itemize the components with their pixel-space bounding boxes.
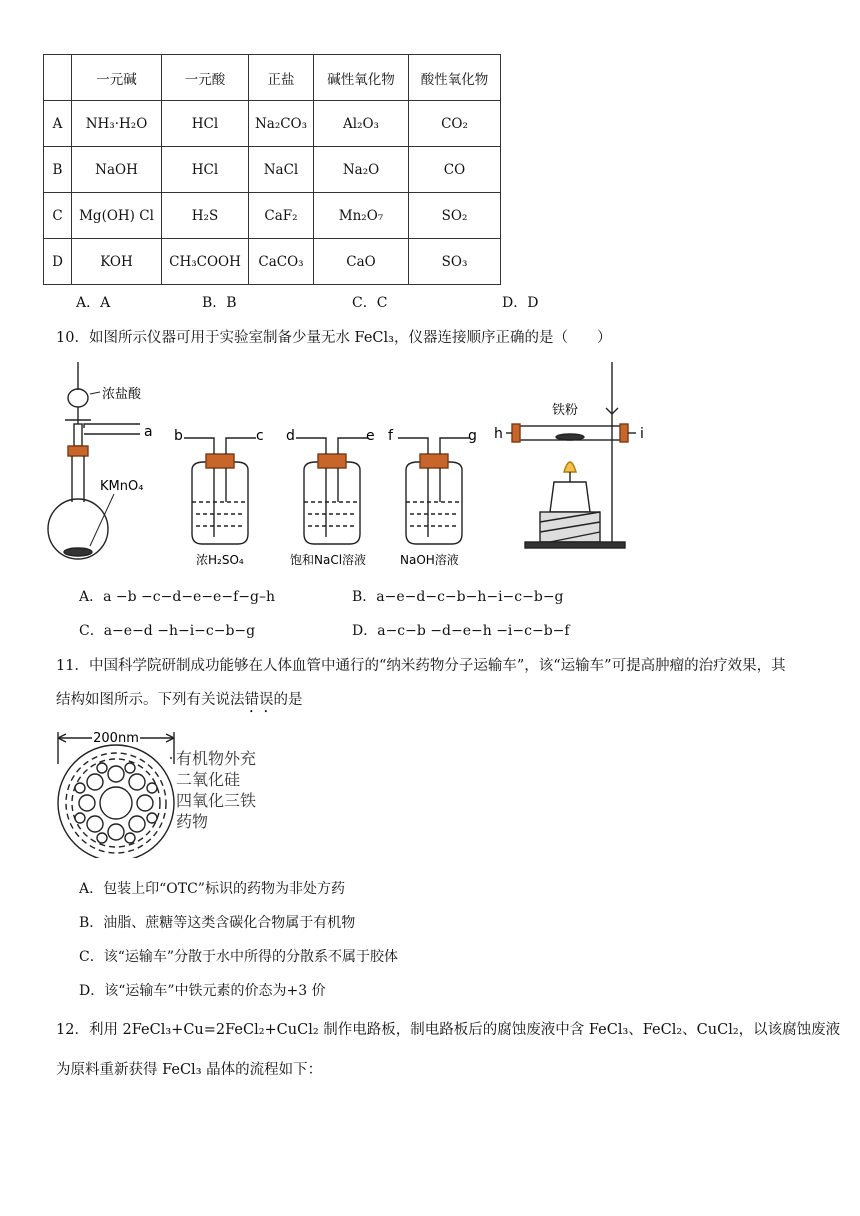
q10-stem: 10．如图所示仪器可用于实验室制备少量无水 FeCl₃，仪器连接顺序正确的是（ ）: [56, 330, 612, 346]
table-cell: SO₃: [409, 239, 501, 285]
port-h: h: [494, 426, 503, 442]
wash-bottle-1: [184, 438, 256, 544]
table-cell: HCl: [162, 147, 249, 193]
q9-option-b[interactable]: B．B: [202, 295, 237, 311]
bottle1-label: 浓H₂SO₄: [196, 553, 244, 567]
table-row: [44, 193, 501, 239]
q12-stem-line1: 12．利用 2FeCl₃+Cu=2FeCl₂+CuCl₂ 制作电路板，制电路板后的腐蚀废液中含 FeCl₃、FeCl₂、CuCl₂，以该腐蚀废液: [56, 1022, 841, 1038]
table-header-cell: 一元碱: [72, 55, 162, 101]
layer-label-silica: 二氧化硅: [176, 770, 241, 789]
table-header-cell: 正盐: [249, 55, 314, 101]
port-i: i: [640, 426, 644, 442]
reaction-tube-setup: [506, 362, 636, 548]
table-row: [44, 239, 501, 285]
nanoparticle-figure: [52, 724, 292, 858]
acid-label: 浓盐酸: [102, 387, 142, 402]
wash-bottle-3: [398, 438, 470, 544]
row-label: C: [44, 193, 72, 239]
q11-emphasis: 错误: [244, 692, 274, 708]
table-cell: NaCl: [249, 147, 314, 193]
q11-option-b[interactable]: B．油脂、蔗糖等这类含碳化合物属于有机物: [79, 915, 356, 931]
q9-option-d[interactable]: D．D: [502, 295, 539, 311]
table-cell: SO₂: [409, 193, 501, 239]
table-header-cell: 碱性氧化物: [314, 55, 409, 101]
table-cell: Al₂O₃: [314, 101, 409, 147]
q9-option-c[interactable]: C．C: [352, 295, 388, 311]
q12-stem-line2: 为原料重新获得 FeCl₃ 晶体的流程如下：: [56, 1062, 323, 1078]
q11-stem-line2: [56, 688, 303, 716]
table-cell: CO: [409, 147, 501, 193]
row-label: D: [44, 239, 72, 285]
iron-label: 铁粉: [552, 403, 579, 418]
classification-table: [43, 54, 501, 285]
table-cell: HCl: [162, 101, 249, 147]
table-row: [44, 147, 501, 193]
table-header-cell: 一元酸: [162, 55, 249, 101]
bottle2-label: 饱和NaCl溶液: [290, 553, 367, 567]
table-cell: CaF₂: [249, 193, 314, 239]
table-cell: CH₃COOH: [162, 239, 249, 285]
layer-label-organic: 有机物外充: [176, 749, 257, 768]
port-d: d: [286, 428, 295, 444]
apparatus-figure: [40, 352, 660, 574]
table-cell: CO₂: [409, 101, 501, 147]
layer-label-drug: 药物: [176, 812, 209, 831]
table-cell: NaOH: [72, 147, 162, 193]
table-header-cell: [44, 55, 72, 101]
layer-label-iron-oxide: 四氧化三铁: [176, 791, 257, 810]
table-cell: H₂S: [162, 193, 249, 239]
q11-stem-pre: 结构如图所示。下列有关说法: [56, 692, 245, 708]
row-label: B: [44, 147, 72, 193]
q10-option-a[interactable]: A．a −b −c−d−e−e−f−g–h: [79, 589, 275, 605]
row-label: A: [44, 101, 72, 147]
q11-option-c[interactable]: C．该“运输车”分散于水中所得的分散系不属于胶体: [79, 949, 399, 965]
q9-option-a[interactable]: A．A: [76, 295, 111, 311]
port-b: b: [174, 428, 183, 444]
table-cell: CaCO₃: [249, 239, 314, 285]
table-cell: NH₃·H₂O: [72, 101, 162, 147]
table-header-cell: 酸性氧化物: [409, 55, 501, 101]
table-cell: Mg(OH) Cl: [72, 193, 162, 239]
table-cell: KOH: [72, 239, 162, 285]
table-row: [44, 101, 501, 147]
table-cell: Na₂CO₃: [249, 101, 314, 147]
reagent-label: KMnO₄: [100, 479, 144, 494]
bottle3-label: NaOH溶液: [400, 553, 459, 567]
q11-stem-post: 的是: [273, 692, 303, 708]
table-cell: Na₂O: [314, 147, 409, 193]
size-label: 200nm: [93, 731, 139, 746]
table-header-row: [44, 55, 501, 101]
port-c: c: [256, 428, 264, 444]
table-cell: Mn₂O₇: [314, 193, 409, 239]
q11-stem-line1: 11．中国科学院研制成功能够在人体血管中通行的“纳米药物分子运输车”，该“运输车”可提高肿瘤的治疗效果，其: [56, 658, 786, 674]
q10-option-d[interactable]: D．a−c−b −d−e−h −i−c−b−f: [352, 623, 570, 639]
wash-bottle-2: [296, 438, 368, 544]
q10-option-b[interactable]: B．a−e−d−c−b−h−i−c−b−g: [352, 589, 564, 605]
q11-option-d[interactable]: D．该“运输车”中铁元素的价态为+3 价: [79, 983, 326, 999]
q10-option-c[interactable]: C．a−e−d −h−i−c−b−g: [79, 623, 256, 639]
port-a: a: [144, 424, 153, 440]
port-g: g: [468, 428, 477, 444]
q11-option-a[interactable]: A．包装上印“OTC”标识的药物为非处方药: [79, 881, 345, 897]
port-f: f: [388, 428, 393, 444]
table-cell: CaO: [314, 239, 409, 285]
port-e: e: [366, 428, 375, 444]
